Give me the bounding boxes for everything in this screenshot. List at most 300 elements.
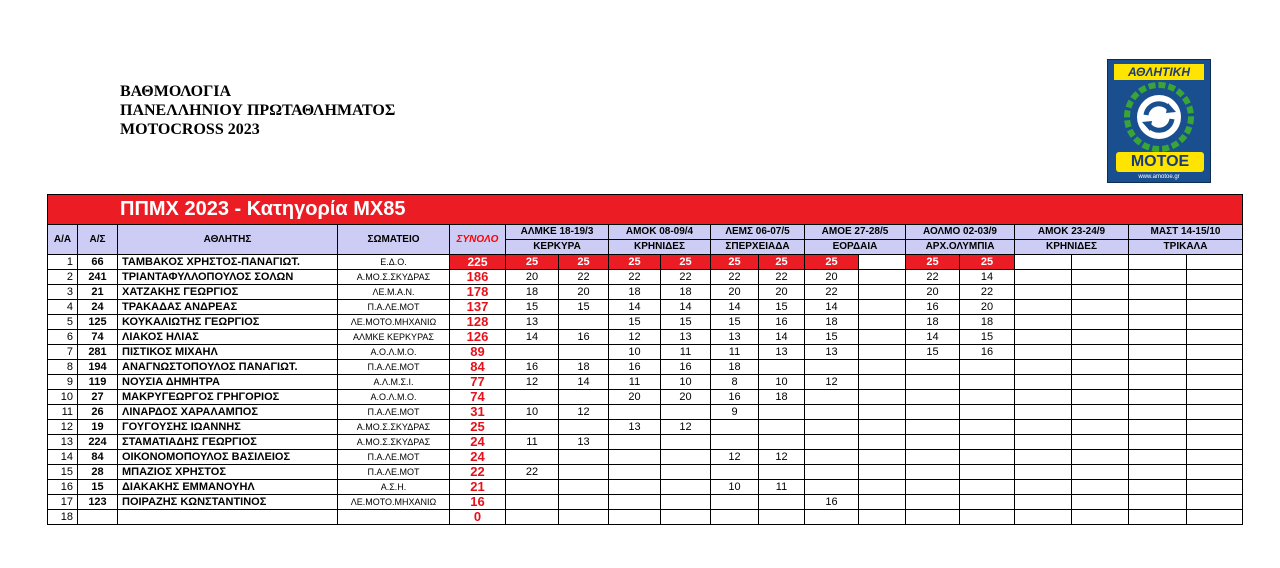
heading-line-1: ΒΑΘΜΟΛΟΓΙΑ bbox=[120, 83, 232, 100]
position-cell: 5 bbox=[48, 315, 78, 330]
race-score-cell: 16 bbox=[711, 390, 759, 405]
race-score-cell bbox=[1187, 330, 1243, 345]
position-cell: 7 bbox=[48, 345, 78, 360]
race-score-cell: 12 bbox=[661, 420, 711, 435]
race-score-cell bbox=[960, 390, 1015, 405]
table-row bbox=[48, 450, 1243, 465]
table-row bbox=[48, 510, 1243, 525]
race-score-cell bbox=[559, 465, 609, 480]
race-score-cell: 20 bbox=[559, 285, 609, 300]
race-score-cell: 10 bbox=[609, 345, 661, 360]
total-points-cell: 89 bbox=[450, 345, 506, 360]
race-score-cell: 25 bbox=[960, 255, 1015, 270]
race-score-cell bbox=[1015, 450, 1072, 465]
race-score-cell bbox=[1187, 315, 1243, 330]
col-header-total: ΣΥΝΟΛΟ bbox=[450, 225, 506, 255]
total-points-cell: 186 bbox=[450, 270, 506, 285]
event-venue-header: ΚΕΡΚΥΡΑ bbox=[506, 240, 609, 255]
race-score-cell bbox=[960, 465, 1015, 480]
club-cell: Π.Α.ΛΕ.ΜΟΤ bbox=[338, 300, 450, 315]
club-cell: Ε.Δ.Ο. bbox=[338, 255, 450, 270]
race-score-cell: 14 bbox=[805, 300, 859, 315]
race-score-cell: 14 bbox=[609, 300, 661, 315]
race-score-cell bbox=[906, 405, 960, 420]
event-organizer-header: ΛΕΜΣ 06-07/5 bbox=[711, 225, 805, 240]
race-score-cell: 13 bbox=[805, 345, 859, 360]
racer-number-cell: 74 bbox=[78, 330, 118, 345]
race-score-cell bbox=[906, 375, 960, 390]
race-score-cell bbox=[1072, 510, 1129, 525]
club-cell: Α.ΜΟ.Σ.ΣΚΥΔΡΑΣ bbox=[338, 435, 450, 450]
club-cell: Α.ΜΟ.Σ.ΣΚΥΔΡΑΣ bbox=[338, 270, 450, 285]
race-score-cell bbox=[859, 390, 906, 405]
race-score-cell bbox=[506, 390, 559, 405]
race-score-cell bbox=[1015, 510, 1072, 525]
race-score-cell bbox=[661, 480, 711, 495]
race-score-cell bbox=[506, 420, 559, 435]
position-cell: 18 bbox=[48, 510, 78, 525]
race-score-cell bbox=[906, 510, 960, 525]
athlete-name-cell: ΠΙΣΤΙΚΟΣ ΜΙΧΑΗΛ bbox=[118, 345, 338, 360]
race-score-cell: 10 bbox=[711, 480, 759, 495]
race-score-cell bbox=[506, 510, 559, 525]
race-score-cell bbox=[1129, 420, 1187, 435]
position-cell: 9 bbox=[48, 375, 78, 390]
race-score-cell: 14 bbox=[506, 330, 559, 345]
racer-number-cell: 194 bbox=[78, 360, 118, 375]
race-score-cell: 10 bbox=[759, 375, 805, 390]
race-score-cell: 22 bbox=[609, 270, 661, 285]
race-score-cell bbox=[1187, 495, 1243, 510]
race-score-cell bbox=[805, 360, 859, 375]
position-cell: 8 bbox=[48, 360, 78, 375]
race-score-cell: 18 bbox=[805, 315, 859, 330]
race-score-cell bbox=[1129, 270, 1187, 285]
race-score-cell bbox=[859, 270, 906, 285]
total-points-cell: 22 bbox=[450, 465, 506, 480]
race-score-cell bbox=[859, 300, 906, 315]
race-score-cell bbox=[1015, 375, 1072, 390]
event-venue-header: ΤΡΙΚΑΛΑ bbox=[1129, 240, 1243, 255]
race-score-cell bbox=[859, 255, 906, 270]
race-score-cell bbox=[1015, 360, 1072, 375]
total-points-cell: 25 bbox=[450, 420, 506, 435]
race-score-cell: 18 bbox=[711, 360, 759, 375]
race-score-cell bbox=[1129, 435, 1187, 450]
race-score-cell bbox=[759, 420, 805, 435]
race-score-cell: 15 bbox=[805, 330, 859, 345]
race-score-cell bbox=[1072, 480, 1129, 495]
race-score-cell bbox=[859, 285, 906, 300]
race-score-cell: 22 bbox=[960, 285, 1015, 300]
total-points-cell: 77 bbox=[450, 375, 506, 390]
total-points-cell: 128 bbox=[450, 315, 506, 330]
race-score-cell: 15 bbox=[759, 300, 805, 315]
race-score-cell bbox=[661, 435, 711, 450]
total-points-cell: 225 bbox=[450, 255, 506, 270]
race-score-cell bbox=[906, 450, 960, 465]
total-points-cell: 84 bbox=[450, 360, 506, 375]
title-row bbox=[48, 195, 1243, 225]
position-cell: 6 bbox=[48, 330, 78, 345]
race-score-cell bbox=[711, 495, 759, 510]
race-score-cell bbox=[559, 315, 609, 330]
race-score-cell: 20 bbox=[759, 285, 805, 300]
race-score-cell: 25 bbox=[506, 255, 559, 270]
race-score-cell bbox=[1129, 465, 1187, 480]
position-cell: 16 bbox=[48, 480, 78, 495]
race-score-cell: 13 bbox=[711, 330, 759, 345]
standings-heading bbox=[120, 82, 395, 139]
race-score-cell bbox=[1072, 390, 1129, 405]
race-score-cell: 12 bbox=[711, 450, 759, 465]
race-score-cell bbox=[609, 450, 661, 465]
race-score-cell: 20 bbox=[506, 270, 559, 285]
race-score-cell: 11 bbox=[759, 480, 805, 495]
racer-number-cell: 119 bbox=[78, 375, 118, 390]
race-score-cell bbox=[805, 390, 859, 405]
racer-number-cell: 28 bbox=[78, 465, 118, 480]
race-score-cell bbox=[711, 420, 759, 435]
race-score-cell bbox=[1072, 450, 1129, 465]
race-score-cell bbox=[1072, 315, 1129, 330]
race-score-cell bbox=[1129, 480, 1187, 495]
racer-number-cell: 19 bbox=[78, 420, 118, 435]
total-points-cell: 31 bbox=[450, 405, 506, 420]
table-row bbox=[48, 345, 1243, 360]
race-score-cell bbox=[1187, 300, 1243, 315]
race-score-cell: 14 bbox=[906, 330, 960, 345]
athlete-name-cell: ΝΟΥΣΙΑ ΔΗΜΗΤΡΑ bbox=[118, 375, 338, 390]
race-score-cell bbox=[859, 420, 906, 435]
athlete-name-cell: ΠΟΙΡΑΖΗΣ ΚΩΝΣΤΑΝΤΙΝΟΣ bbox=[118, 495, 338, 510]
position-cell: 2 bbox=[48, 270, 78, 285]
race-score-cell: 16 bbox=[559, 330, 609, 345]
race-score-cell bbox=[805, 480, 859, 495]
header-row-events bbox=[48, 225, 1243, 240]
col-header-club: ΣΩΜΑΤΕΙΟ bbox=[338, 225, 450, 255]
race-score-cell: 14 bbox=[711, 300, 759, 315]
table-row bbox=[48, 390, 1243, 405]
racer-number-cell: 224 bbox=[78, 435, 118, 450]
race-score-cell bbox=[1129, 375, 1187, 390]
race-score-cell: 22 bbox=[661, 270, 711, 285]
position-cell: 11 bbox=[48, 405, 78, 420]
club-cell: Α.Ο.Λ.Μ.Ο. bbox=[338, 345, 450, 360]
race-score-cell: 16 bbox=[960, 345, 1015, 360]
race-score-cell: 14 bbox=[960, 270, 1015, 285]
race-score-cell bbox=[1187, 510, 1243, 525]
logo-url: www.amotoe.gr bbox=[1138, 174, 1180, 180]
race-score-cell: 25 bbox=[906, 255, 960, 270]
racer-number-cell: 24 bbox=[78, 300, 118, 315]
race-score-cell: 22 bbox=[506, 465, 559, 480]
race-score-cell bbox=[805, 435, 859, 450]
race-score-cell bbox=[906, 420, 960, 435]
event-organizer-header: ΑΜΟΚ 08-09/4 bbox=[609, 225, 711, 240]
athlete-name-cell: ΓΟΥΓΟΥΣΗΣ ΙΩΑΝΝΗΣ bbox=[118, 420, 338, 435]
logo-top-text: ΑΘΛΗΤΙΚΗ bbox=[1114, 64, 1204, 80]
race-score-cell bbox=[960, 495, 1015, 510]
racer-number-cell: 21 bbox=[78, 285, 118, 300]
race-score-cell bbox=[759, 465, 805, 480]
athlete-name-cell: ΚΟΥΚΑΛΙΩΤΗΣ ΓΕΩΡΓΙΟΣ bbox=[118, 315, 338, 330]
race-score-cell bbox=[1072, 255, 1129, 270]
col-header-number: Α/Σ bbox=[78, 225, 118, 255]
race-score-cell bbox=[859, 510, 906, 525]
race-score-cell: 18 bbox=[506, 285, 559, 300]
racer-number-cell: 123 bbox=[78, 495, 118, 510]
position-cell: 4 bbox=[48, 300, 78, 315]
table-row bbox=[48, 285, 1243, 300]
race-score-cell bbox=[1129, 330, 1187, 345]
race-score-cell bbox=[1015, 480, 1072, 495]
race-score-cell: 13 bbox=[759, 345, 805, 360]
race-score-cell bbox=[960, 420, 1015, 435]
race-score-cell: 12 bbox=[609, 330, 661, 345]
race-score-cell: 10 bbox=[661, 375, 711, 390]
race-score-cell: 15 bbox=[711, 315, 759, 330]
race-score-cell bbox=[661, 405, 711, 420]
race-score-cell bbox=[859, 450, 906, 465]
club-cell: Π.Α.ΛΕ.ΜΟΤ bbox=[338, 405, 450, 420]
race-score-cell bbox=[1072, 420, 1129, 435]
race-score-cell bbox=[1072, 345, 1129, 360]
club-cell: Α.Σ.Η. bbox=[338, 480, 450, 495]
race-score-cell: 11 bbox=[506, 435, 559, 450]
race-score-cell: 15 bbox=[559, 300, 609, 315]
race-score-cell: 13 bbox=[609, 420, 661, 435]
race-score-cell: 15 bbox=[960, 330, 1015, 345]
race-score-cell bbox=[661, 510, 711, 525]
club-cell: Α.ΜΟ.Σ.ΣΚΥΔΡΑΣ bbox=[338, 420, 450, 435]
table-row bbox=[48, 405, 1243, 420]
race-score-cell bbox=[859, 345, 906, 360]
race-score-cell bbox=[859, 435, 906, 450]
race-score-cell bbox=[1072, 360, 1129, 375]
athlete-name-cell: ΟΙΚΟΝΟΜΟΠΟΥΛΟΣ ΒΑΣΙΛΕΙΟΣ bbox=[118, 450, 338, 465]
race-score-cell bbox=[559, 420, 609, 435]
total-points-cell: 178 bbox=[450, 285, 506, 300]
race-score-cell bbox=[1129, 390, 1187, 405]
race-score-cell bbox=[906, 480, 960, 495]
race-score-cell bbox=[1015, 405, 1072, 420]
race-score-cell: 22 bbox=[711, 270, 759, 285]
table-row bbox=[48, 330, 1243, 345]
total-points-cell: 0 bbox=[450, 510, 506, 525]
wreath-emblem-icon bbox=[1124, 82, 1194, 152]
race-score-cell bbox=[759, 495, 805, 510]
race-score-cell bbox=[859, 360, 906, 375]
race-score-cell bbox=[506, 345, 559, 360]
race-score-cell bbox=[805, 405, 859, 420]
race-score-cell: 18 bbox=[609, 285, 661, 300]
club-cell bbox=[338, 510, 450, 525]
athlete-name-cell: ΛΙΑΚΟΣ ΗΛΙΑΣ bbox=[118, 330, 338, 345]
race-score-cell bbox=[1015, 255, 1072, 270]
total-points-cell: 16 bbox=[450, 495, 506, 510]
race-score-cell bbox=[609, 435, 661, 450]
racer-number-cell: 66 bbox=[78, 255, 118, 270]
race-score-cell bbox=[1129, 300, 1187, 315]
race-score-cell bbox=[960, 435, 1015, 450]
racer-number-cell: 241 bbox=[78, 270, 118, 285]
table-row bbox=[48, 300, 1243, 315]
race-score-cell bbox=[859, 495, 906, 510]
race-score-cell bbox=[805, 420, 859, 435]
race-score-cell: 18 bbox=[759, 390, 805, 405]
race-score-cell bbox=[1072, 495, 1129, 510]
race-score-cell bbox=[1187, 360, 1243, 375]
race-score-cell: 12 bbox=[805, 375, 859, 390]
race-score-cell bbox=[960, 375, 1015, 390]
race-score-cell bbox=[805, 450, 859, 465]
race-score-cell: 25 bbox=[711, 255, 759, 270]
position-cell: 17 bbox=[48, 495, 78, 510]
race-score-cell bbox=[1187, 375, 1243, 390]
race-score-cell: 12 bbox=[759, 450, 805, 465]
event-organizer-header: ΜΑΣΤ 14-15/10 bbox=[1129, 225, 1243, 240]
athlete-name-cell: ΜΑΚΡΥΓΕΩΡΓΟΣ ΓΡΗΓΟΡΙΟΣ bbox=[118, 390, 338, 405]
race-score-cell bbox=[1187, 390, 1243, 405]
race-score-cell bbox=[960, 510, 1015, 525]
race-score-cell bbox=[1129, 405, 1187, 420]
total-points-cell: 126 bbox=[450, 330, 506, 345]
race-score-cell bbox=[906, 465, 960, 480]
table-row bbox=[48, 495, 1243, 510]
race-score-cell bbox=[1187, 480, 1243, 495]
event-venue-header: ΕΟΡΔΑΙΑ bbox=[805, 240, 906, 255]
athlete-name-cell: ΔΙΑΚΑΚΗΣ ΕΜΜΑΝΟΥΗΛ bbox=[118, 480, 338, 495]
race-score-cell: 15 bbox=[609, 315, 661, 330]
event-organizer-header: ΑΛΜΚΕ 18-19/3 bbox=[506, 225, 609, 240]
race-score-cell: 13 bbox=[506, 315, 559, 330]
race-score-cell: 14 bbox=[759, 330, 805, 345]
total-points-cell: 74 bbox=[450, 390, 506, 405]
athlete-name-cell: ΣΤΑΜΑΤΙΑΔΗΣ ΓΕΩΡΓΙΟΣ bbox=[118, 435, 338, 450]
race-score-cell bbox=[506, 480, 559, 495]
race-score-cell bbox=[759, 435, 805, 450]
position-cell: 15 bbox=[48, 465, 78, 480]
race-score-cell: 16 bbox=[609, 360, 661, 375]
table-row bbox=[48, 360, 1243, 375]
race-score-cell: 20 bbox=[805, 270, 859, 285]
race-score-cell: 10 bbox=[506, 405, 559, 420]
race-score-cell bbox=[1187, 270, 1243, 285]
event-venue-header: ΚΡΗΝΙΔΕΣ bbox=[609, 240, 711, 255]
col-header-athlete: ΑΘΛΗΤΗΣ bbox=[118, 225, 338, 255]
race-score-cell bbox=[1187, 345, 1243, 360]
club-cell: ΛΕ.ΜΟΤΟ.ΜΗΧΑΝΙΩ bbox=[338, 315, 450, 330]
race-score-cell: 25 bbox=[805, 255, 859, 270]
race-score-cell: 25 bbox=[661, 255, 711, 270]
race-score-cell: 22 bbox=[759, 270, 805, 285]
race-score-cell: 18 bbox=[661, 285, 711, 300]
race-score-cell: 25 bbox=[759, 255, 805, 270]
race-score-cell bbox=[960, 360, 1015, 375]
race-score-cell bbox=[1015, 345, 1072, 360]
athlete-name-cell: ΧΑΤΖΑΚΗΣ ΓΕΩΡΓΙΟΣ bbox=[118, 285, 338, 300]
race-score-cell bbox=[661, 495, 711, 510]
race-score-cell bbox=[711, 465, 759, 480]
race-score-cell bbox=[609, 480, 661, 495]
athlete-name-cell bbox=[118, 510, 338, 525]
race-score-cell bbox=[1187, 465, 1243, 480]
race-score-cell: 9 bbox=[711, 405, 759, 420]
club-cell: ΛΕ.Μ.Α.Ν. bbox=[338, 285, 450, 300]
total-points-cell: 21 bbox=[450, 480, 506, 495]
race-score-cell bbox=[805, 510, 859, 525]
total-points-cell: 137 bbox=[450, 300, 506, 315]
race-score-cell: 11 bbox=[661, 345, 711, 360]
race-score-cell bbox=[906, 360, 960, 375]
race-score-cell bbox=[1015, 465, 1072, 480]
race-score-cell bbox=[1015, 495, 1072, 510]
race-score-cell bbox=[805, 465, 859, 480]
race-score-cell: 22 bbox=[559, 270, 609, 285]
race-score-cell: 11 bbox=[609, 375, 661, 390]
racer-number-cell bbox=[78, 510, 118, 525]
racer-number-cell: 15 bbox=[78, 480, 118, 495]
race-score-cell bbox=[1015, 330, 1072, 345]
race-score-cell: 14 bbox=[661, 300, 711, 315]
amotoe-logo bbox=[1107, 59, 1211, 183]
race-score-cell bbox=[1072, 465, 1129, 480]
race-score-cell: 16 bbox=[805, 495, 859, 510]
race-score-cell bbox=[1072, 375, 1129, 390]
table-row bbox=[48, 315, 1243, 330]
race-score-cell: 12 bbox=[506, 375, 559, 390]
race-score-cell: 13 bbox=[661, 330, 711, 345]
race-score-cell: 20 bbox=[609, 390, 661, 405]
race-score-cell bbox=[559, 450, 609, 465]
athlete-name-cell: ΤΑΜΒΑΚΟΣ ΧΡΗΣΤΟΣ-ΠΑΝΑΓΙΩΤ. bbox=[118, 255, 338, 270]
race-score-cell bbox=[759, 510, 805, 525]
race-score-cell: 20 bbox=[960, 300, 1015, 315]
race-score-cell bbox=[661, 450, 711, 465]
total-points-cell: 24 bbox=[450, 450, 506, 465]
race-score-cell bbox=[960, 450, 1015, 465]
race-score-cell bbox=[1072, 330, 1129, 345]
race-score-cell: 20 bbox=[711, 285, 759, 300]
table-row bbox=[48, 375, 1243, 390]
race-score-cell bbox=[960, 405, 1015, 420]
table-row bbox=[48, 480, 1243, 495]
race-score-cell: 22 bbox=[805, 285, 859, 300]
club-cell: ΛΕ.ΜΟΤΟ.ΜΗΧΑΝΙΩ bbox=[338, 495, 450, 510]
race-score-cell bbox=[1072, 435, 1129, 450]
event-organizer-header: ΑΜΟΚ 23-24/9 bbox=[1015, 225, 1129, 240]
club-cell: Α.Λ.Μ.Σ.Ι. bbox=[338, 375, 450, 390]
race-score-cell bbox=[906, 390, 960, 405]
race-score-cell bbox=[1129, 345, 1187, 360]
race-score-cell bbox=[859, 330, 906, 345]
club-cell: Π.Α.ΛΕ.ΜΟΤ bbox=[338, 450, 450, 465]
event-venue-header: ΚΡΗΝΙΔΕΣ bbox=[1015, 240, 1129, 255]
racer-number-cell: 125 bbox=[78, 315, 118, 330]
club-cell: ΑΛΜΚΕ ΚΕΡΚΥΡΑΣ bbox=[338, 330, 450, 345]
race-score-cell bbox=[859, 465, 906, 480]
race-score-cell bbox=[609, 465, 661, 480]
race-score-cell bbox=[1015, 420, 1072, 435]
race-score-cell bbox=[1015, 390, 1072, 405]
athlete-name-cell: ΤΡΙΑΝΤΑΦΥΛΛΟΠΟΥΛΟΣ ΣΟΛΩΝ bbox=[118, 270, 338, 285]
race-score-cell bbox=[1187, 405, 1243, 420]
race-score-cell bbox=[1072, 300, 1129, 315]
race-score-cell bbox=[559, 480, 609, 495]
race-score-cell: 15 bbox=[661, 315, 711, 330]
race-score-cell: 14 bbox=[559, 375, 609, 390]
